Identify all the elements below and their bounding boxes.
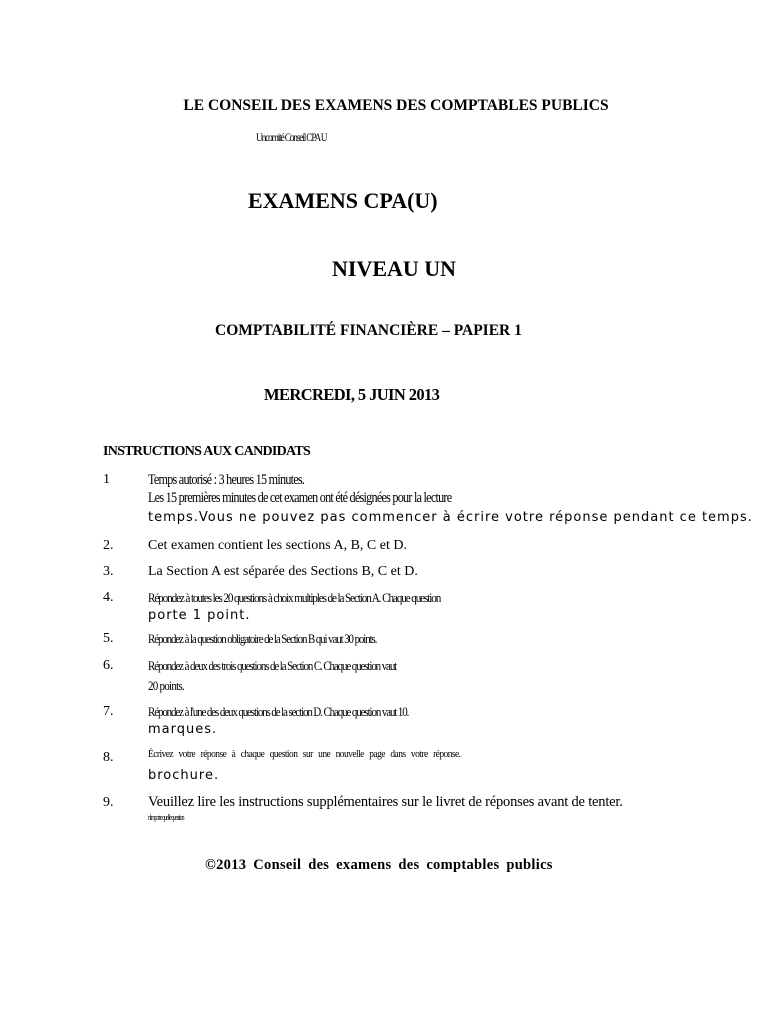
instruction-number: 8. (103, 750, 114, 765)
instruction-line: Cet examen contient les sections A, B, C et D. (148, 538, 407, 553)
instruction-line: brochure. (148, 768, 220, 783)
instruction-line: Répondez à deux des trois questions de la Section C. Chaque question vaut (148, 658, 397, 673)
council-subline: Uncomité Conseil CPA U (256, 130, 327, 144)
instruction-line: Temps autorisé : 3 heures 15 minutes. (148, 472, 305, 488)
exam-date: MERCREDI, 5 JUIN 2013 (264, 385, 440, 404)
instruction-line: La Section A est séparée des Sections B, C et D. (148, 564, 418, 579)
instruction-line: Les 15 premières minutes de cet examen ont été désignées pour la lecture (148, 490, 452, 506)
instruction-line: Répondez à l'une des deux questions de la section D. Chaque question vaut 10. (148, 704, 409, 719)
instruction-line: n'importe quelle question (148, 813, 184, 822)
instruction-line: marques. (148, 722, 218, 737)
instruction-line: Écrivez votre réponse à chaque question sur une nouvelle page dans votre réponse. (148, 749, 461, 760)
instruction-line: 20 points. (148, 678, 184, 693)
instruction-line: Répondez à toutes les 20 questions à choix multiples de la Section A. Chaque question (148, 590, 441, 605)
instruction-number: 3. (103, 564, 114, 579)
instruction-number: 5. (103, 631, 114, 646)
instruction-line: Veuillez lire les instructions supplémentaires sur le livret de réponses avant de tenter. (148, 794, 623, 810)
instruction-number: 7. (103, 704, 114, 719)
instruction-number: 2. (103, 538, 114, 553)
instruction-number: 6. (103, 658, 114, 673)
instruction-number: 9. (103, 795, 114, 810)
instruction-line: temps.Vous ne pouvez pas commencer à écrire votre réponse pendant ce temps. (148, 510, 753, 525)
exam-level: NIVEAU UN (332, 256, 457, 281)
instruction-line: porte 1 point. (148, 608, 251, 623)
council-name: LE CONSEIL DES EXAMENS DES COMPTABLES PUBLICS (183, 97, 609, 114)
instruction-number: 1 (103, 472, 110, 487)
exam-title: EXAMENS CPA(U) (248, 188, 438, 213)
instruction-number: 4. (103, 590, 114, 605)
instructions-heading: INSTRUCTIONS AUX CANDIDATS (103, 444, 311, 459)
copyright-notice: ©2013 Conseil des examens des comptables publics (205, 857, 553, 873)
instruction-line: Répondez à la question obligatoire de la Section B qui vaut 30 points. (148, 631, 377, 646)
paper-title: COMPTABILITÉ FINANCIÈRE – PAPIER 1 (215, 322, 522, 339)
